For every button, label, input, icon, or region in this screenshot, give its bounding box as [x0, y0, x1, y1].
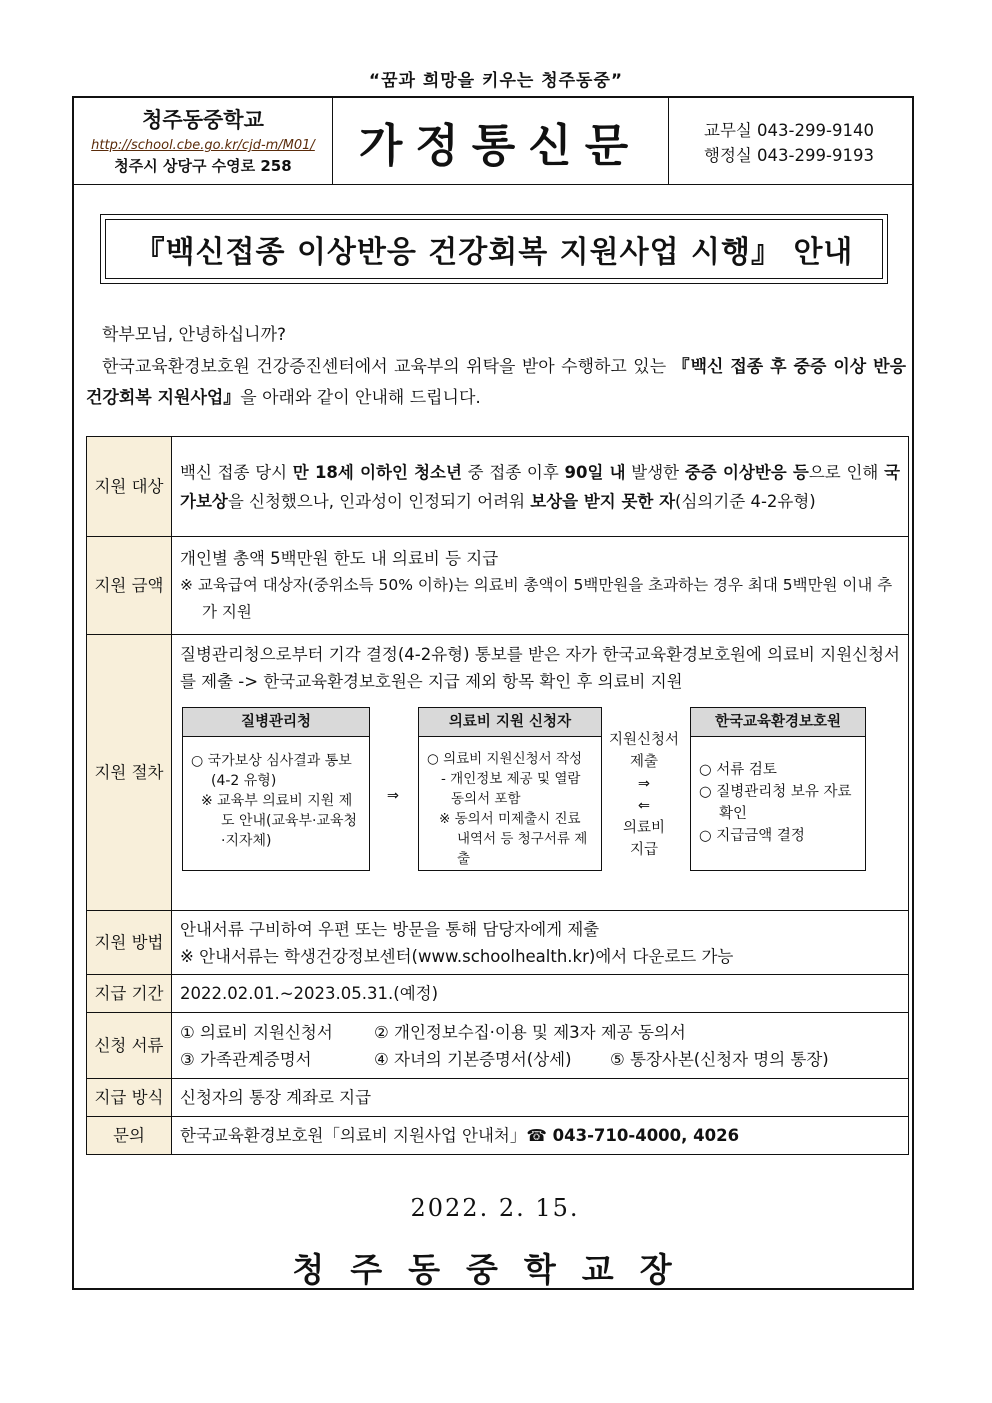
school-info [74, 98, 333, 184]
flow-kdca-item1: ○ 국가보상 심사결과 통보(4-2 유형) [191, 753, 352, 789]
newsletter-title: 가정통신문 [358, 118, 642, 172]
flow-box-kdca-title: 질병관리청 [183, 708, 369, 737]
flow-arrow-right2-icon: ⇒ [637, 776, 651, 792]
intro-paragraph [86, 352, 906, 414]
flow-box-applicant-title: 의료비 지원 신청자 [419, 708, 601, 737]
row-documents [87, 1013, 909, 1079]
flow-kedi-item1: ○ 서류 검토 [699, 762, 777, 778]
principal-signature: 청주동중학교장 [292, 1250, 698, 1289]
flow-submit-label2: 제출 [629, 754, 658, 770]
value-period: 2022.02.01.~2023.05.31.(예정) [172, 975, 909, 1013]
label-method: 지원 방법 [87, 911, 172, 975]
phone-admin: 행정실 043-299-9193 [704, 146, 874, 165]
school-motto: “꿈과 희망을 키우는 청주동중” [368, 71, 624, 91]
row-method [87, 911, 909, 975]
school-url[interactable]: http://school.cbe.go.kr/cjd-m/M01/ [91, 138, 315, 153]
intro-text: 한국교육환경보호원 건강증진센터에서 교육부의 위탁을 받아 수행하고 있는 [102, 357, 673, 377]
notice-title-box [100, 214, 888, 284]
method-main: 안내서류 구비하여 우편 또는 방문을 통해 담당자에게 제출 [180, 919, 600, 939]
method-note: ※ 안내서류는 학생건강정보센터(www.schoolhealth.kr)에서 다운로드 가능 [180, 946, 734, 966]
value-contact [172, 1117, 909, 1155]
flow-submit-label: 지원신청서 [608, 732, 680, 748]
flow-box-kedi [690, 707, 866, 871]
intro-program-name: 『백신 접종 후 중증 이상 반응 건강회복 지원사업』 [86, 357, 906, 408]
flow-kdca-item2: ※ 교육부 의료비 지원 제도 안내(교육부·교육청·지자체) [201, 793, 358, 849]
flow-box-applicant [418, 707, 602, 871]
doc-5: ⑤ 통장사본(신청자 명의 통장) [610, 1049, 829, 1069]
value-amount [172, 537, 909, 635]
notice-title: 『백신접종 이상반응 건강회복 지원사업 시행』 안내 [105, 219, 883, 279]
flow-applicant-item3: ※ 동의서 미제출시 진료 내역서 등 청구서류 제출 [439, 811, 588, 867]
row-payment [87, 1079, 909, 1117]
school-name: 청주동중학교 [142, 108, 264, 132]
value-method [172, 911, 909, 975]
doc-1: ① 의료비 지원신청서 [180, 1022, 333, 1042]
label-target: 지원 대상 [87, 437, 172, 537]
label-period: 지급 기간 [87, 975, 172, 1013]
amount-note: ※ 교육급여 대상자(중위소득 50% 이하)는 의료비 총액이 5백만원을 초과하는 경우 최대 5백만원 이내 추가 지원 [180, 576, 893, 621]
row-procedure [87, 635, 909, 911]
phone-info [668, 98, 912, 184]
info-table [86, 436, 909, 1155]
header [74, 98, 912, 185]
doc-2: ② 개인정보수집·이용 및 제3자 제공 동의서 [374, 1022, 686, 1042]
newsletter-frame [72, 96, 914, 1290]
doc-4: ④ 자녀의 기본증명서(상세) [374, 1049, 572, 1069]
flow-kedi-item3: ○ 지급금액 결정 [699, 828, 805, 844]
phone-academic: 교무실 043-299-9140 [704, 121, 874, 140]
flow-middle-labels [604, 729, 684, 861]
newsletter-title-cell [332, 98, 669, 184]
row-amount [87, 537, 909, 635]
flow-kedi-item2: ○ 질병관리청 보유 자료 확인 [699, 784, 852, 822]
doc-3: ③ 가족관계증명서 [180, 1049, 312, 1069]
value-procedure [172, 635, 909, 911]
label-payment: 지급 방식 [87, 1079, 172, 1117]
procedure-flow [180, 703, 900, 871]
flow-applicant-item1: ○ 의료비 지원신청서 작성 [427, 751, 583, 767]
flow-arrow-right-icon: ⇒ [386, 788, 400, 804]
flow-pay-label2: 지급 [629, 842, 658, 858]
issue-date: 2022. 2. 15. [410, 1194, 580, 1222]
value-documents [172, 1013, 909, 1079]
label-procedure: 지원 절차 [87, 635, 172, 911]
procedure-text: 질병관리청으로부터 기각 결정(4-2유형) 통보를 받은 자가 한국교육환경보호원에 의료비 지원신청서를 제출 -> 한국교육환경보호원은 지급 제외 항목 확인 후 의료비 지원 [180, 645, 900, 691]
school-address: 청주시 상당구 수영로 258 [114, 157, 292, 175]
flow-box-kedi-title: 한국교육환경보호원 [691, 708, 865, 737]
flow-box-kdca [182, 707, 370, 871]
contact-phone: ☎ 043-710-4000, 4026 [526, 1126, 740, 1145]
label-documents: 신청 서류 [87, 1013, 172, 1079]
row-contact [87, 1117, 909, 1155]
intro-text-end: 을 아래와 같이 안내해 드립니다. [240, 388, 481, 408]
label-amount: 지원 금액 [87, 537, 172, 635]
value-target: 백신 접종 당시 만 18세 이하인 청소년 중 접종 이후 90일 내 발생한 중증 이상반응 등으로 인해 국가보상을 신청했으나, 인과성이 인정되기 어려워 보상을 받지 못한 자(심의기준 4-2유형) [172, 437, 909, 537]
row-target [87, 437, 909, 537]
flow-arrow-left-icon: ⇐ [637, 798, 651, 814]
flow-applicant-item2: - 개인정보 제공 및 열람 동의서 포함 [441, 771, 581, 807]
amount-main: 개인별 총액 5백만원 한도 내 의료비 등 지급 [180, 549, 499, 568]
flow-pay-label: 의료비 [622, 820, 666, 836]
greeting: 학부모님, 안녕하십니까? [102, 325, 287, 345]
contact-text: 한국교육환경보호원「의료비 지원사업 안내처」 [180, 1126, 527, 1145]
row-period [87, 975, 909, 1013]
label-contact: 문의 [87, 1117, 172, 1155]
value-payment: 신청자의 통장 계좌로 지급 [172, 1079, 909, 1117]
